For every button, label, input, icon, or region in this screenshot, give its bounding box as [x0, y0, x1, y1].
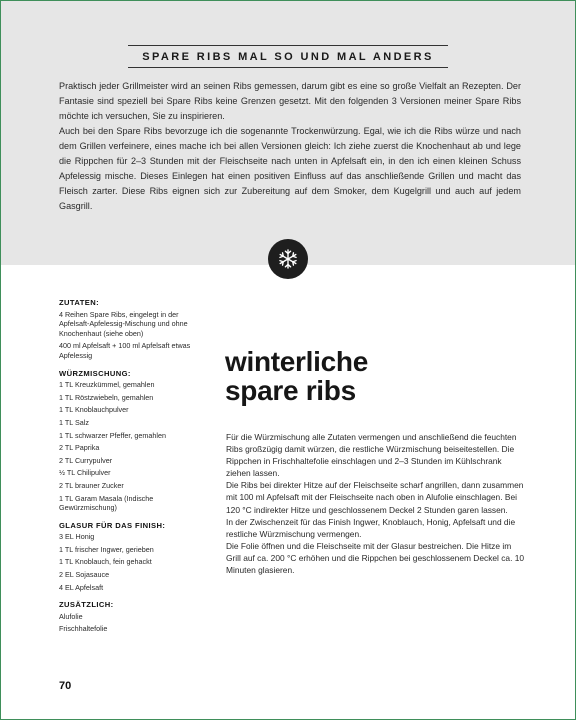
title-rule-bottom [128, 67, 448, 68]
ingredient-item: ½ TL Chilipulver [59, 468, 111, 478]
ingredient-item: 3 EL Honig [59, 532, 95, 542]
ingredient-item: 2 TL Paprika [59, 443, 100, 453]
instruction-step: In der Zwischenzeit für das Finish Ingwer, Knoblauch, Honig, Apfelsaft und die restliche Würzmischung vermengen. [226, 516, 516, 539]
ingredient-item: Alufolie [59, 611, 83, 621]
ingredient-item: 2 TL brauner Zucker [59, 480, 124, 490]
ingredient-item: 1 TL Salz [59, 417, 89, 427]
instruction-step: Für die Würzmischung alle Zutaten vermengen und anschließend die feuchten Ribs großzügig damit würzen, die restliche Würzmischung beiseitestellen. Die Rippchen in Frischhaltefolie einschlagen und 2–3 Stunden im Kühlschrank ziehen lassen. [226, 432, 517, 479]
ingredient-item: 2 TL Currypulver [59, 455, 113, 465]
ingredient-item: 1 TL schwarzer Pfeffer, gemahlen [59, 430, 166, 440]
recipe-instructions [226, 431, 526, 576]
recipe-title [225, 347, 525, 405]
ingredient-item: 400 ml Apfelsaft + 100 ml Apfelsaft etwas Apfelessig [59, 341, 191, 360]
intro-paragraph: Praktisch jeder Grillmeister wird an seinen Ribs gemessen, darum gibt es eine so große Vielfalt an Rezepten. Der Fantasie sind speziell bei Spare Ribs keine Grenzen gesetzt. Mit den folgenden 3 Versionen meiner Spare Ribs möchte ich versuchen, Sie zu inspirieren. [59, 81, 521, 121]
ingredient-item: Frischhaltefolie [59, 624, 108, 634]
ingredients-group-zusaetzlich [59, 600, 199, 634]
ingredient-item: 1 TL Knoblauch, fein gehackt [59, 557, 152, 567]
snowflake-badge [268, 239, 308, 279]
ingredients-group-glasur [59, 521, 199, 593]
instruction-step: Die Folie öffnen und die Fleischseite mit der Glasur bestreichen. Die Hitze im Grill auf ca. 200 °C erhöhen und die Rippchen bei geschlossenem Deckel ca. 10 Minuten glasieren. [226, 540, 525, 576]
ingredient-item: 1 TL Knoblauchpulver [59, 405, 129, 415]
page-number: 70 [59, 680, 72, 692]
title-rule-top [128, 45, 448, 46]
recipe-title-line: winterliche [225, 346, 368, 377]
ingredients-heading: ZUSÄTZLICH: [59, 600, 114, 610]
ingredients-group-zutaten [59, 298, 199, 361]
ingredients-column [59, 298, 199, 642]
snowflake-icon [277, 248, 299, 270]
intro-paragraph: Auch bei den Spare Ribs bevorzuge ich die sogenannte Trockenwürzung. Egal, wie ich die Ribs würze und nach dem Grillen verfeinere, eines mache ich bei allen Versionen gleich: Ich ziehe zuerst die Knochenhaut ab und lege die Rippchen für 2–3 Stunden mit der Fleischseite nach unten in Apfelsaft ein, in den ich einen kleinen Schuss Apfelessig mische. Dieses Einlegen hat einen positiven Einfluss auf das anschließende Grillen und macht das Fleisch zarter. Diese Ribs eignen sich zur Zubereitung auf dem Smoker, dem Kugelgrill und auch auf jedem Gasgrill. [59, 126, 521, 211]
ingredients-group-wuerzmischung [59, 369, 199, 513]
intro-text [59, 79, 521, 214]
ingredient-item: 1 TL Röstzwiebeln, gemahlen [59, 392, 154, 402]
ingredient-item: 2 EL Sojasauce [59, 570, 110, 580]
section-title: SPARE RIBS MAL SO UND MAL ANDERS [142, 51, 434, 63]
ingredient-item: 4 EL Apfelsaft [59, 582, 104, 592]
ingredients-heading: ZUTATEN: [59, 298, 100, 307]
instruction-step: Die Ribs bei direkter Hitze auf der Fleischseite scharf angrillen, dann zusammen mit 100 ml Apfelsaft mit der Fleischseite nach oben in Alufolie einschlagen. Bei 120 °C indirekter Hitze und geschlossenem Deckel 2 Stunden garen lassen. [226, 480, 524, 515]
ingredient-item: 4 Reihen Spare Ribs, eingelegt in der Apfelsaft-Apfelessig-Mischung und ohne Knochenhaut (siehe oben) [59, 309, 188, 338]
ingredient-item: 1 TL Kreuzkümmel, gemahlen [59, 380, 155, 390]
recipe-title-line: spare ribs [225, 375, 356, 406]
ingredients-heading: GLASUR FÜR DAS FINISH: [59, 520, 166, 530]
ingredient-item: 1 TL frischer Ingwer, gerieben [59, 544, 154, 554]
ingredients-heading: WÜRZMISCHUNG: [59, 368, 131, 378]
ingredient-item: 1 TL Garam Masala (Indische Gewürzmischung) [59, 493, 154, 513]
